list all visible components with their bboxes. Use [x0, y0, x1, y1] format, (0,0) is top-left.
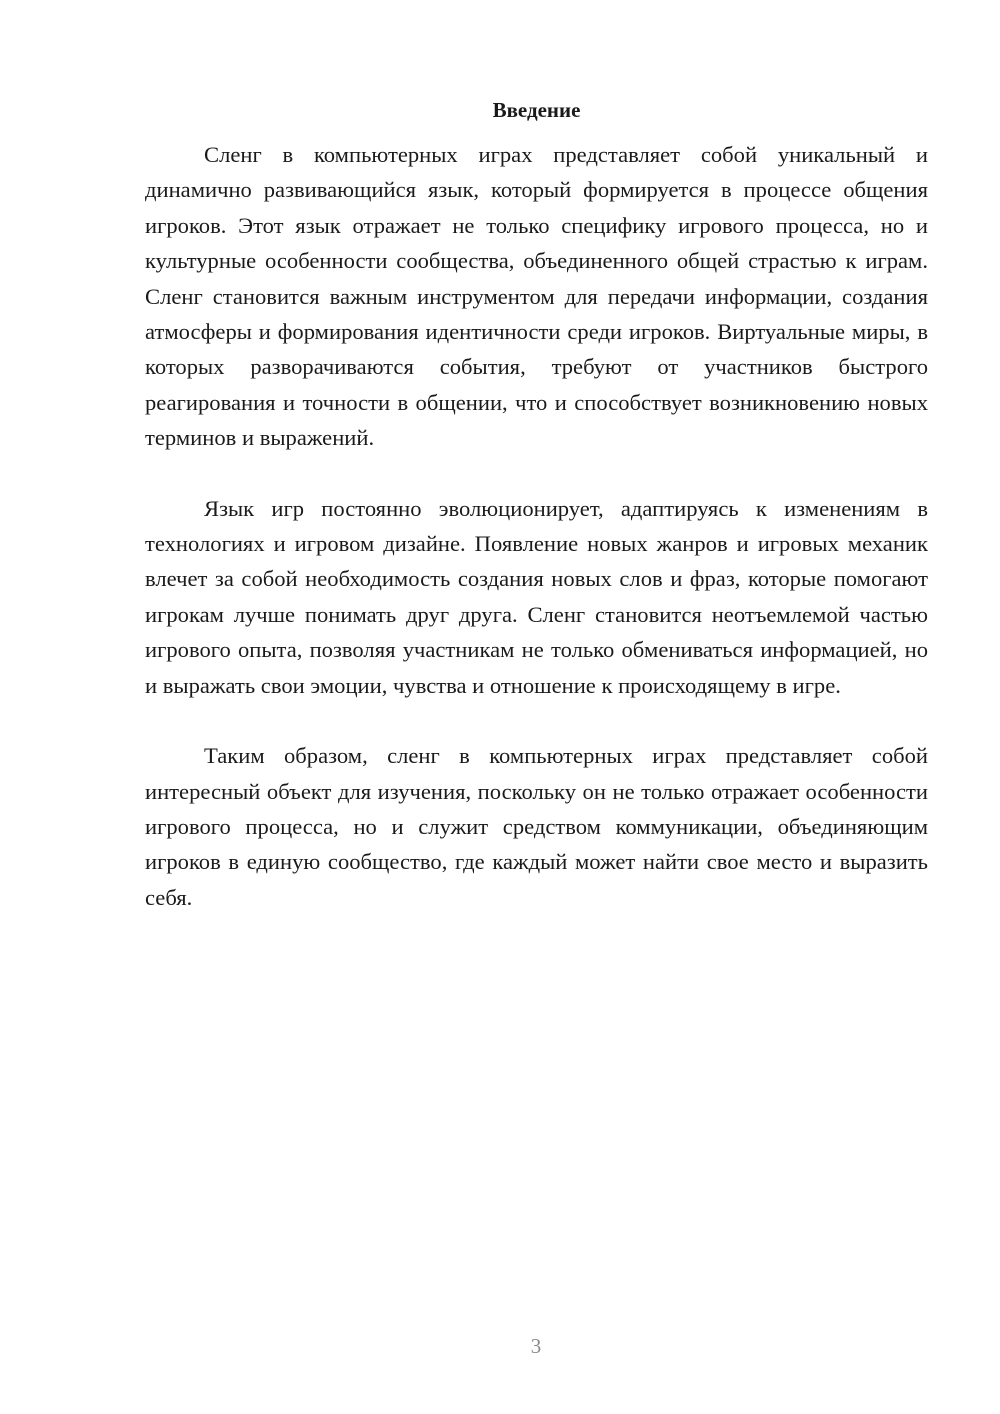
- paragraph-conclusion: Таким образом, сленг в компьютерных играх представляет собой интересный объект для изучения, поскольку он не только отражает особенности игрового процесса, но и служит средством коммуникации, объединяющим игроков в единую сообщество, где каждый может найти свое место и выразить себя.: [145, 743, 928, 910]
- section-heading: Введение: [492, 98, 581, 122]
- page-body: [145, 95, 928, 915]
- paragraph-evolution: Язык игр постоянно эволюционирует, адаптируясь к изменениям в технологиях и игровом дизайне. Появление новых жанров и игровых механик влечет за собой необходимость создания новых слов и фраз, которые помогают игрокам лучше понимать друг друга. Сленг становится неотъемлемой частью игрового опыта, позволяя участникам не только обмениваться информацией, но и выражать свои эмоции, чувства и отношение к происходящему в игре.: [145, 495, 928, 698]
- page-number: 3: [530, 1334, 542, 1358]
- paragraph-intro: Сленг в компьютерных играх представляет собой уникальный и динамично развивающийся язык, который формируется в процессе общения игроков. Этот язык отражает не только специфику игрового процесса, но и культурные особенности сообщества, объединенного общей страстью к играм. Сленг становится важным инструментом для передачи информации, создания атмосферы и формирования идентичности среди игроков. Виртуальные миры, в которых разворачиваются события, требуют от участников быстрого реагирования и точности в общении, что и способствует возникновению новых терминов и выражений.: [145, 142, 928, 451]
